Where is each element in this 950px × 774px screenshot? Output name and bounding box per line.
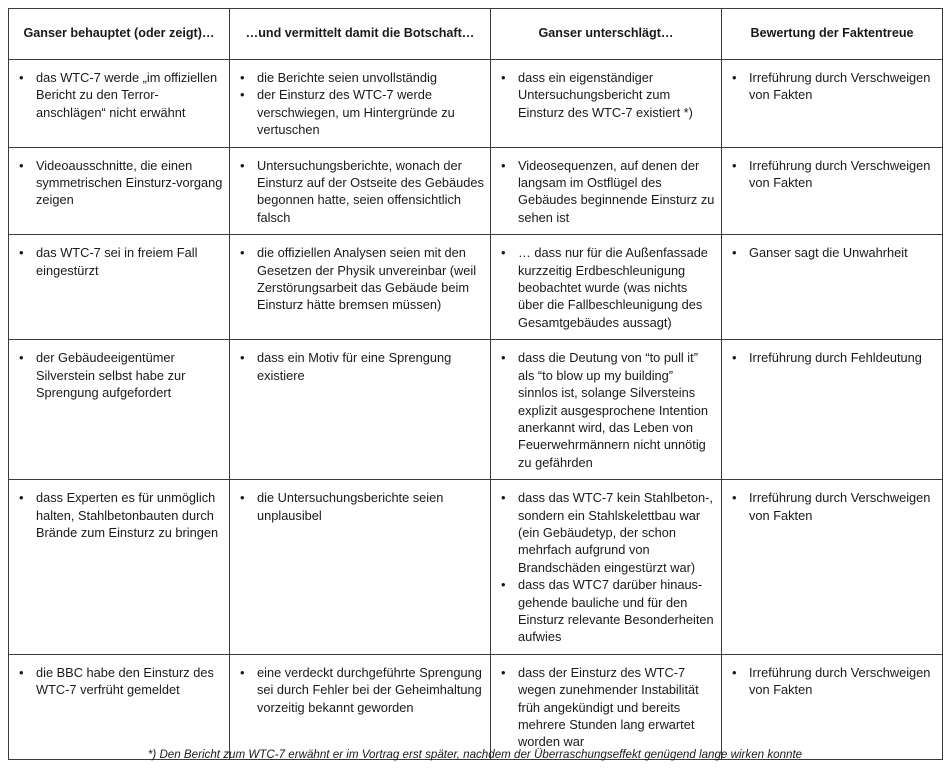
bullet-list [15, 489, 223, 541]
bullet-list [728, 244, 936, 261]
bullet-item: • … dass nur für die Außenfassade kurzzeitig Erdbeschleunigung beobachtet wurde (was nichts über die Fallbeschleunigung des Gesamtgebäudes aussagt) [518, 244, 715, 331]
bullet-list [497, 69, 715, 121]
bullet-item: • Irreführung durch Fehldeutung [749, 349, 936, 366]
bullet-list [236, 489, 484, 524]
table-row [9, 480, 943, 655]
bullet-item: • Untersuchungsberichte, wonach der Einsturz auf der Ostseite des Gebäudes begonnen hatte, seien offensichtlich falsch [257, 157, 484, 227]
claim-cell [9, 235, 230, 340]
table-row [9, 340, 943, 480]
bullet-item: • dass Experten es für unmöglich halten, Stahlbetonbauten durch Brände zum Einsturz zu bringen [36, 489, 223, 541]
bullet-list [728, 69, 936, 104]
message-cell [230, 60, 491, 148]
bullet-item: • dass ein eigenständiger Untersuchungsbericht zum Einsturz des WTC-7 existiert *) [518, 69, 715, 121]
omission-cell [491, 340, 722, 480]
assessment-cell [722, 60, 943, 148]
bullet-item: • Videoausschnitte, die einen symmetrischen Einsturz-vorgang zeigen [36, 157, 223, 209]
bullet-item: • dass das WTC-7 kein Stahlbeton-, sondern ein Stahlskelettbau war (ein Gebäudetyp, der schon mehrfach aufgrund von Brandschäden eingestürzt war) [518, 489, 715, 576]
bullet-list [728, 664, 936, 699]
message-cell [230, 147, 491, 235]
message-cell [230, 340, 491, 480]
claim-cell [9, 340, 230, 480]
bullet-item: • Irreführung durch Verschweigen von Fakten [749, 157, 936, 192]
table-row [9, 235, 943, 340]
bullet-item: • das WTC-7 sei in freiem Fall eingestürzt [36, 244, 223, 279]
bullet-item: • Irreführung durch Verschweigen von Fakten [749, 69, 936, 104]
bullet-list [728, 157, 936, 192]
table-row [9, 654, 943, 759]
header-message: …und vermittelt damit die Botschaft… [230, 9, 491, 60]
header-omission: Ganser unterschlägt… [491, 9, 722, 60]
bullet-list [15, 69, 223, 121]
bullet-list [728, 349, 936, 366]
bullet-list [236, 157, 484, 227]
table-header [9, 9, 943, 60]
omission-cell [491, 235, 722, 340]
bullet-item: • Ganser sagt die Unwahrheit [749, 244, 936, 261]
bullet-list [15, 244, 223, 279]
bullet-list [497, 664, 715, 751]
message-cell [230, 654, 491, 759]
assessment-cell [722, 235, 943, 340]
bullet-item: • dass die Deutung von “to pull it” als “to blow up my building” sinnlos ist, solange Silversteins explizit ausgesprochene Intention anerkannt wird, das Leben von Feuerwehrmännern nicht unnötig zu gefährden [518, 349, 715, 471]
bullet-item: • eine verdeckt durchgeführte Sprengung sei durch Fehler bei der Geheimhaltung vorzeitig bekannt geworden [257, 664, 484, 716]
table-body [9, 60, 943, 760]
claim-cell [9, 147, 230, 235]
bullet-list [728, 489, 936, 524]
bullet-item: • die BBC habe den Einsturz des WTC-7 verfrüht gemeldet [36, 664, 223, 699]
assessment-cell [722, 340, 943, 480]
omission-cell [491, 480, 722, 655]
bullet-list [236, 664, 484, 716]
bullet-list [15, 349, 223, 401]
bullet-item: • der Gebäudeeigentümer Silverstein selbst habe zur Sprengung aufgefordert [36, 349, 223, 401]
bullet-list [497, 349, 715, 471]
message-cell [230, 480, 491, 655]
claim-cell [9, 60, 230, 148]
bullet-item: • dass das WTC7 darüber hinaus-gehende bauliche und für den Einsturz relevante Besonderheiten aufwies [518, 576, 715, 646]
footnote: *) Den Bericht zum WTC-7 erwähnt er im Vortrag erst später, nachdem der Überraschungseffekt genügend lange wirken konnte [147, 748, 803, 761]
omission-cell [491, 60, 722, 148]
assessment-cell [722, 147, 943, 235]
bullet-item: • Videosequenzen, auf denen der langsam im Ostflügel des Gebäudes beginnende Einsturz zu sehen ist [518, 157, 715, 227]
bullet-list [497, 157, 715, 227]
bullet-list [236, 244, 484, 314]
claim-cell [9, 654, 230, 759]
omission-cell [491, 147, 722, 235]
bullet-item: • das WTC-7 werde „im offiziellen Bericht zu den Terror-anschlägen“ nicht erwähnt [36, 69, 223, 121]
bullet-list [15, 664, 223, 699]
table-row [9, 147, 943, 235]
bullet-list [236, 349, 484, 384]
bullet-item: • die offiziellen Analysen seien mit den Gesetzen der Physik unvereinbar (weil Zerstörungsarbeit das Gebäude beim Einsturz hätte bremsen müssen) [257, 244, 484, 314]
header-claim: Ganser behauptet (oder zeigt)… [9, 9, 230, 60]
bullet-list [236, 69, 484, 139]
claim-cell [9, 480, 230, 655]
table-row [9, 60, 943, 148]
header-row [9, 9, 943, 60]
bullet-list [15, 157, 223, 209]
bullet-list [497, 489, 715, 646]
bullet-item: • Irreführung durch Verschweigen von Fakten [749, 664, 936, 699]
bullet-item: • dass ein Motiv für eine Sprengung existiere [257, 349, 484, 384]
bullet-list [497, 244, 715, 331]
fact-check-table [8, 8, 943, 760]
message-cell [230, 235, 491, 340]
bullet-item: • der Einsturz des WTC-7 werde verschwiegen, um Hintergründe zu vertuschen [257, 86, 484, 138]
omission-cell [491, 654, 722, 759]
bullet-item: • die Berichte seien unvollständig [257, 69, 484, 86]
assessment-cell [722, 654, 943, 759]
bullet-item: • dass der Einsturz des WTC-7 wegen zunehmender Instabilität früh angekündigt und bereits mehrere Stunden lang erwartet worden war [518, 664, 715, 751]
assessment-cell [722, 480, 943, 655]
header-assessment: Bewertung der Faktentreue [722, 9, 943, 60]
bullet-item: • Irreführung durch Verschweigen von Fakten [749, 489, 936, 524]
bullet-item: • die Untersuchungsberichte seien unplausibel [257, 489, 484, 524]
